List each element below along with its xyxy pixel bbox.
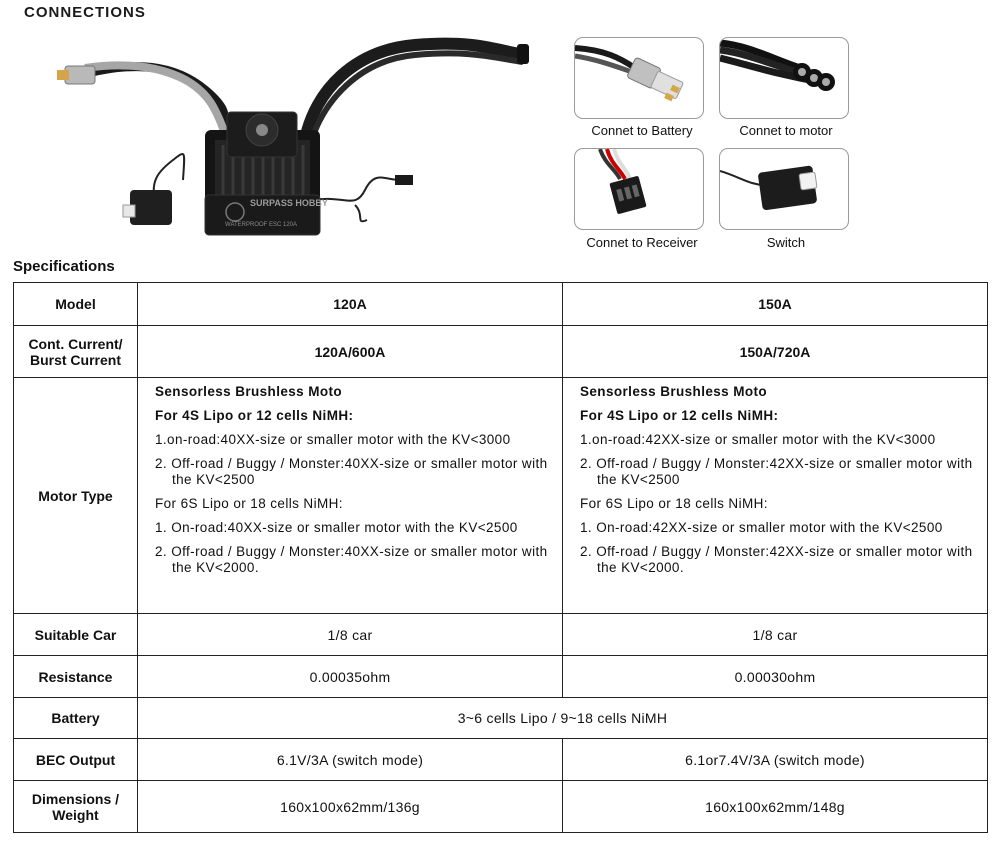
bec-output-120a: 6.1V/3A (switch mode) bbox=[138, 739, 563, 781]
motor-type-150a bbox=[563, 378, 988, 614]
suitable-car-150a: 1/8 car bbox=[563, 614, 988, 656]
specifications-heading: Specifications bbox=[13, 258, 115, 275]
dimensions-label bbox=[14, 781, 138, 833]
switch-connection-label: Switch bbox=[766, 235, 806, 250]
dimensions-label-line-2: Weight bbox=[52, 806, 99, 823]
battery-label: Battery bbox=[14, 698, 138, 739]
dimensions-150a: 160x100x62mm/148g bbox=[563, 781, 988, 833]
motor-b-sub2: For 6S Lipo or 18 cells NiMH: bbox=[580, 496, 768, 511]
suitable-car-label: Suitable Car bbox=[14, 614, 138, 656]
current-label-line-2: Burst Current bbox=[29, 351, 121, 368]
esc-model-text: WATERPROOF ESC 120A bbox=[225, 222, 298, 228]
motor-b-item2: 2. Off-road / Buggy / Monster:42XX-size or smaller motor with the KV<2500 bbox=[580, 456, 973, 487]
motor-b-sub1: For 4S Lipo or 12 cells NiMH: bbox=[580, 408, 779, 423]
table-row-bec-output bbox=[14, 739, 988, 781]
current-150a: 150A/720A bbox=[563, 326, 988, 378]
model-label: Model bbox=[14, 283, 138, 326]
bec-output-150a: 6.1or7.4V/3A (switch mode) bbox=[563, 739, 988, 781]
dimensions-120a: 160x100x62mm/136g bbox=[138, 781, 563, 833]
table-row-model bbox=[14, 283, 988, 326]
motor-a-item4: 2. Off-road / Buggy / Monster:40XX-size or smaller motor with the KV<2000. bbox=[155, 544, 548, 575]
bec-output-label: BEC Output bbox=[14, 739, 138, 781]
motor-type-120a bbox=[138, 378, 563, 614]
suitable-car-120a: 1/8 car bbox=[138, 614, 563, 656]
motor-b-item3: 1. On-road:42XX-size or smaller motor with the KV<2500 bbox=[580, 520, 943, 535]
dimensions-label-line-1: Dimensions / bbox=[31, 790, 120, 807]
motor-a-item3: 1. On-road:40XX-size or smaller motor with the KV<2500 bbox=[155, 520, 518, 535]
battery-connection-label: Connet to Battery bbox=[591, 123, 693, 138]
resistance-120a: 0.00035ohm bbox=[138, 656, 563, 698]
esc-brand-text: SURPASS HOBBY bbox=[250, 198, 328, 208]
motor-a-sub1: For 4S Lipo or 12 cells NiMH: bbox=[155, 408, 354, 423]
current-label-line-1: Cont. Current/ bbox=[28, 335, 123, 352]
connections-heading: CONNECTIONS bbox=[24, 4, 146, 21]
table-row-resistance bbox=[14, 656, 988, 698]
motor-a-title: Sensorless Brushless Moto bbox=[155, 384, 343, 399]
battery-connection-thumbnail bbox=[574, 37, 704, 119]
motor-b-item4: 2. Off-road / Buggy / Monster:42XX-size or smaller motor with the KV<2000. bbox=[580, 544, 973, 575]
table-row-suitable-car bbox=[14, 614, 988, 656]
motor-b-item1: 1.on-road:42XX-size or smaller motor with the KV<3000 bbox=[580, 432, 936, 447]
table-row-battery bbox=[14, 698, 988, 739]
switch-icon bbox=[720, 149, 848, 229]
motor-b-title: Sensorless Brushless Moto bbox=[580, 384, 768, 399]
resistance-label: Resistance bbox=[14, 656, 138, 698]
receiver-connection-label: Connet to Receiver bbox=[586, 235, 698, 250]
motor-type-label: Motor Type bbox=[14, 378, 138, 614]
model-120a: 120A bbox=[138, 283, 563, 326]
specifications-table bbox=[13, 282, 988, 833]
motor-a-item1: 1.on-road:40XX-size or smaller motor with the KV<3000 bbox=[155, 432, 511, 447]
switch-connection-thumbnail bbox=[719, 148, 849, 230]
table-row-current bbox=[14, 326, 988, 378]
current-label bbox=[14, 326, 138, 378]
table-row-motor-type bbox=[14, 378, 988, 614]
table-row-dimensions bbox=[14, 781, 988, 833]
model-150a: 150A bbox=[563, 283, 988, 326]
receiver-connection-thumbnail bbox=[574, 148, 704, 230]
current-120a: 120A/600A bbox=[138, 326, 563, 378]
motor-connection-label: Connet to motor bbox=[739, 123, 833, 138]
motor-a-item2: 2. Off-road / Buggy / Monster:40XX-size or smaller motor with the KV<2500 bbox=[155, 456, 548, 487]
battery-value: 3~6 cells Lipo / 9~18 cells NiMH bbox=[138, 698, 988, 739]
motor-bullet-connectors-icon bbox=[720, 38, 848, 118]
motor-connection-thumbnail bbox=[719, 37, 849, 119]
receiver-plug-icon bbox=[575, 149, 703, 229]
resistance-150a: 0.00030ohm bbox=[563, 656, 988, 698]
motor-a-sub2: For 6S Lipo or 18 cells NiMH: bbox=[155, 496, 343, 511]
battery-plug-icon bbox=[575, 38, 703, 118]
esc-product-image bbox=[55, 30, 535, 240]
